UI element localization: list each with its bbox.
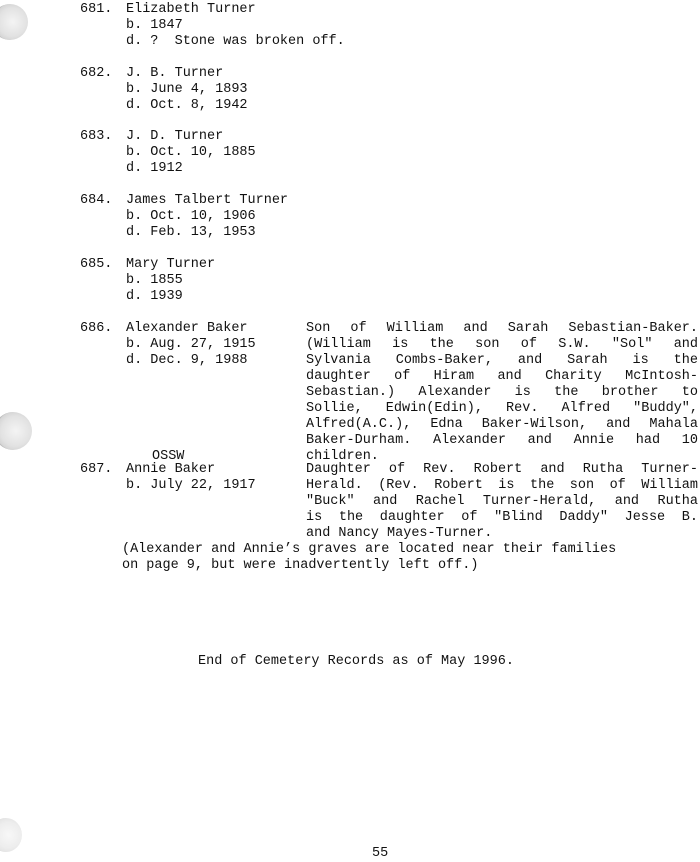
- note-line: daughter of Hiram and Charity McIntosh-: [306, 369, 698, 384]
- record-birth: b. Aug. 27, 1915: [126, 337, 256, 352]
- record-number: 684.: [80, 193, 113, 208]
- record-name: J. D. Turner: [126, 129, 224, 144]
- page-number: 55: [372, 846, 389, 861]
- record-birth: b. Oct. 10, 1906: [126, 209, 256, 224]
- end-of-records-note: End of Cemetery Records as of May 1996.: [198, 654, 514, 669]
- record-number: 685.: [80, 257, 113, 272]
- record-death: d. Feb. 13, 1953: [126, 225, 256, 240]
- record-death: d. ? Stone was broken off.: [126, 34, 345, 49]
- record-number: 687.: [80, 462, 113, 477]
- record-birth: b. June 4, 1893: [126, 82, 248, 97]
- note-line: Sylvania Combs-Baker, and Sarah is the: [306, 353, 698, 368]
- record-birth: b. 1855: [126, 273, 183, 288]
- note-line: Sebastian.) Alexander is the brother to: [306, 385, 698, 400]
- record-number: 683.: [80, 129, 113, 144]
- note-line: Baker-Durham. Alexander and Annie had 10: [306, 433, 698, 448]
- note-line: children.: [306, 449, 379, 464]
- record-birth: b. Oct. 10, 1885: [126, 145, 256, 160]
- record-name: Mary Turner: [126, 257, 216, 272]
- record-death: d. Oct. 8, 1942: [126, 98, 248, 113]
- record-death: d. 1912: [126, 161, 183, 176]
- binder-hole-icon: [0, 4, 28, 40]
- note-line: Son of William and Sarah Sebastian-Baker.: [306, 321, 698, 336]
- record-number: 682.: [80, 66, 113, 81]
- record-birth: b. July 22, 1917: [126, 478, 256, 493]
- note-line: Daughter of Rev. Robert and Rutha Turner-: [306, 462, 698, 477]
- record-name: Alexander Baker: [126, 321, 248, 336]
- note-line: Herald. (Rev. Robert is the son of William: [306, 478, 698, 493]
- binder-hole-icon: [0, 818, 22, 852]
- record-name: Annie Baker: [126, 462, 216, 477]
- footnote-line: on page 9, but were inadvertently left off.): [122, 558, 479, 573]
- note-line: is the daughter of "Blind Daddy" Jesse B.: [306, 510, 698, 525]
- record-name: James Talbert Turner: [126, 193, 289, 208]
- note-line: and Nancy Mayes-Turner.: [306, 526, 493, 541]
- note-line: Alfred(A.C.), Edna Baker-Wilson, and Mahala: [306, 417, 698, 432]
- note-line: (William is the son of S.W. "Sol" and: [306, 337, 698, 352]
- binder-hole-icon: [0, 412, 32, 450]
- record-name: J. B. Turner: [126, 66, 224, 81]
- record-number: 686.: [80, 321, 113, 336]
- record-name: Elizabeth Turner: [126, 2, 256, 17]
- note-line: "Buck" and Rachel Turner-Herald, and Rutha: [306, 494, 698, 509]
- grave-marker-code: OSSW: [152, 449, 185, 464]
- record-birth: b. 1847: [126, 18, 183, 33]
- record-death: d. Dec. 9, 1988: [126, 353, 248, 368]
- record-number: 681.: [80, 2, 113, 17]
- note-line: Sollie, Edwin(Edin), Rev. Alfred "Buddy",: [306, 401, 698, 416]
- record-death: d. 1939: [126, 289, 183, 304]
- footnote-line: (Alexander and Annie’s graves are located near their families: [122, 542, 617, 557]
